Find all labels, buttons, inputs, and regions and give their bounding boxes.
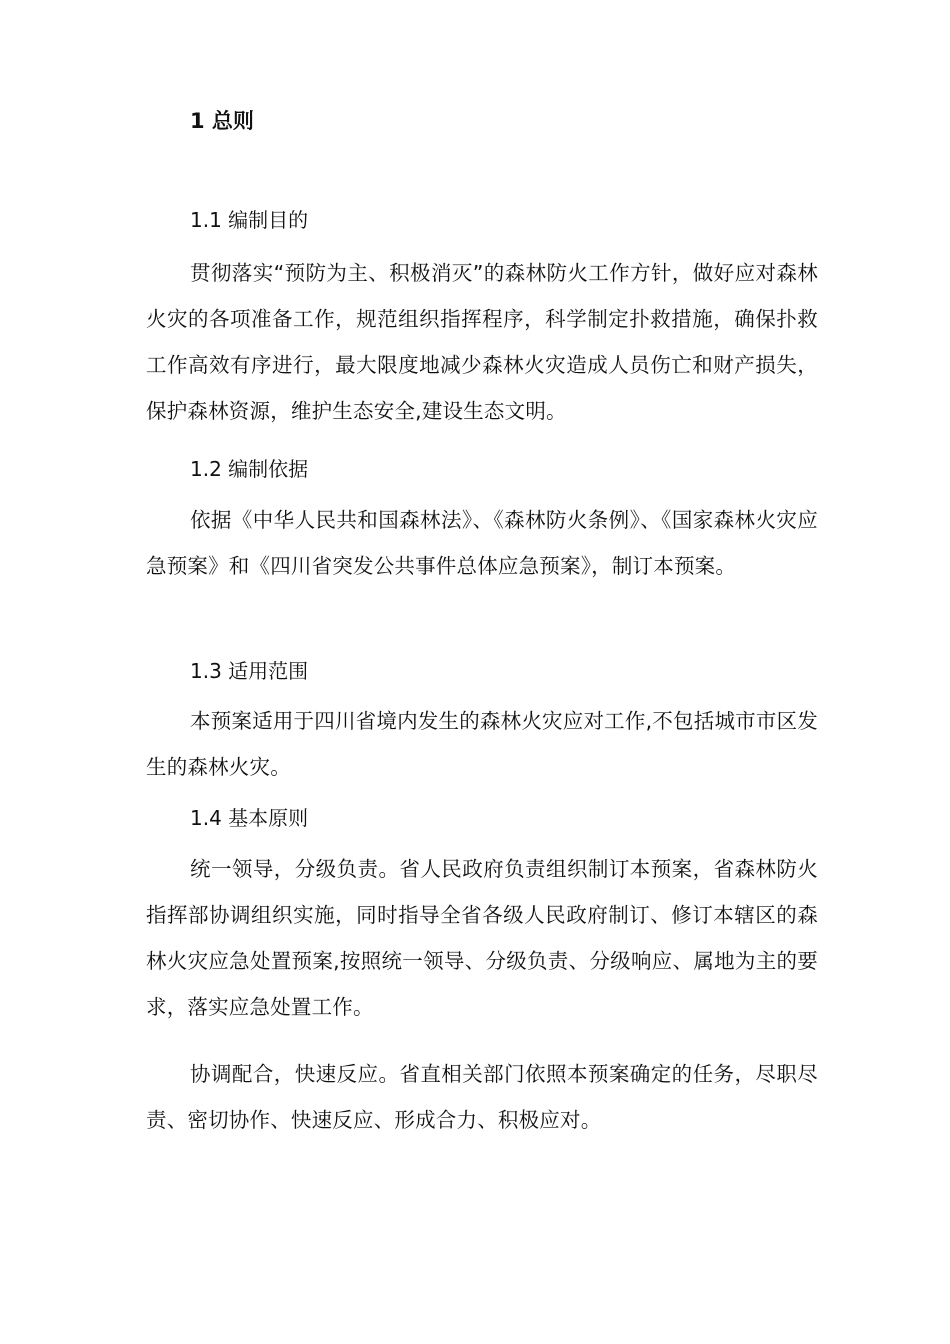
section-1-4-paragraph-2: 协调配合，快速反应。省直相关部门依照本预案确定的任务，尽职尽责、密切协作、快速反应、形成合力、积极应对。: [146, 1062, 818, 1132]
section-1-1-paragraph: 贯彻落实“预防为主、积极消灭”的森林防火工作方针，做好应对森林火灾的各项准备工作，规范组织指挥程序，科学制定扑救措施，确保扑救工作高效有序进行，最大限度地减少森林火灾造成人员伤亡和财产损失，保护森林资源，维护生态安全,建设生态文明。: [146, 261, 818, 423]
section-1-4-title: 1.4 基本原则: [190, 806, 309, 830]
section-1-4-paragraph-1: 统一领导，分级负责。省人民政府负责组织制订本预案，省森林防火指挥部协调组织实施，同时指导全省各级人民政府制订、修订本辖区的森林火灾应急处置预案,按照统一领导、分级负责、分级响应、属地为主的要求，落实应急处置工作。: [146, 857, 818, 1019]
section-1-2-paragraph: 依据《中华人民共和国森林法》、《森林防火条例》、《国家森林火灾应急预案》和《四川省突发公共事件总体应急预案》，制订本预案。: [146, 508, 818, 578]
section-1-1-title: 1.1 编制目的: [190, 208, 309, 232]
section-1-3-title: 1.3 适用范围: [190, 659, 309, 683]
chapter-title: 1 总则: [190, 109, 254, 133]
section-1-3-paragraph: 本预案适用于四川省境内发生的森林火灾应对工作,不包括城市市区发生的森林火灾。: [146, 709, 818, 779]
section-1-2-title: 1.2 编制依据: [190, 457, 309, 481]
